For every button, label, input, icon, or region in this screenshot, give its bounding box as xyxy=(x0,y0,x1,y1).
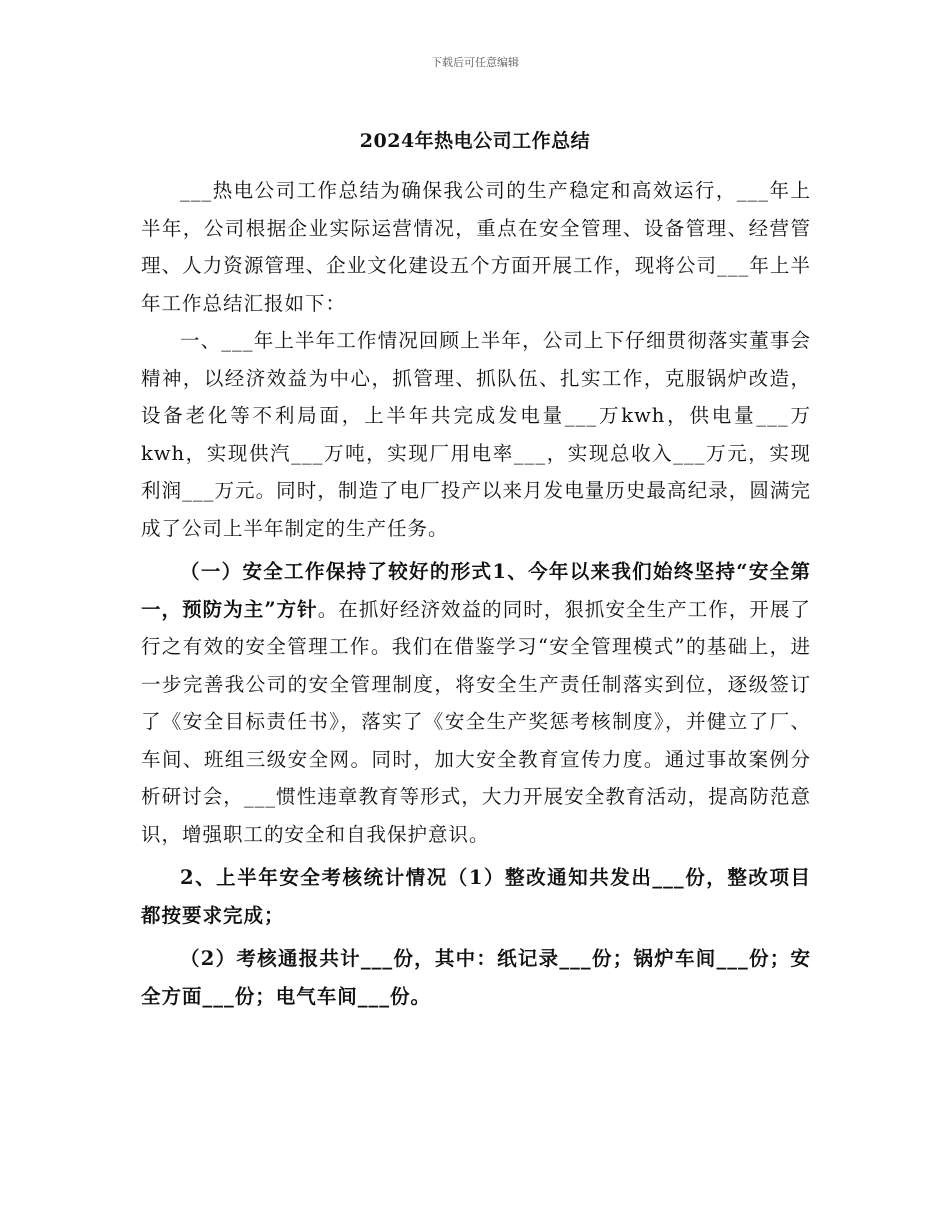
paragraph-notices: （2）考核通报共计___份，其中：纸记录___份；锅炉车间___份；安全方面___份；电气车间___份。 xyxy=(141,947,811,1008)
page-header-note: 下载后可任意编辑 xyxy=(431,56,519,69)
document-body xyxy=(141,172,811,1015)
safety-heading-bold: （一）安全工作保持了较好的形式1、今年以来我们始终坚持“安全第一，预防为主”方针 xyxy=(141,560,811,621)
paragraph-review: 一、___年上半年工作情况回顾上半年，公司上下仔细贯彻落实董事会精神，以经济效益为中心，抓管理、抓队伍、扎实工作，克服锅炉改造，设备老化等不利局面，上半年共完成发电量___万kwh，供电量___万kwh，实现供汽___万吨，实现厂用电率___，实现总收入___万元，实现利润___万元。同时，制造了电厂投产以来月发电量历史最高纪录，圆满完成了公司上半年制定的生产任务。 xyxy=(141,329,811,540)
safety-body: 。在抓好经济效益的同时，狠抓安全生产工作，开展了行之有效的安全管理工作。我们在借鉴学习“安全管理模式”的基础上，进一步完善我公司的安全管理制度，将安全生产责任制落实到位，逐级签订了《安全目标责任书》，落实了《安全生产奖惩考核制度》，并健立了厂、车间、班组三级安全网。同时，加大安全教育宣传力度。通过事故案例分析研讨会，___惯性违章教育等形式，大力开展安全教育活动，提高防范意识，增强职工的安全和自我保护意识。 xyxy=(141,597,811,846)
document-title: 2024年热电公司工作总结 xyxy=(359,130,591,152)
paragraph-intro: ___热电公司工作总结为确保我公司的生产稳定和高效运行，___年上半年，公司根据企业实际运营情况，重点在安全管理、设备管理、经营管理、人力资源管理、企业文化建设五个方面开展工作，现将公司___年上半年工作总结汇报如下： xyxy=(141,179,811,315)
paragraph-stats: 2、上半年安全考核统计情况（1）整改通知共发出___份，整改项目都按要求完成； xyxy=(141,866,811,927)
paragraph-safety xyxy=(141,553,811,853)
